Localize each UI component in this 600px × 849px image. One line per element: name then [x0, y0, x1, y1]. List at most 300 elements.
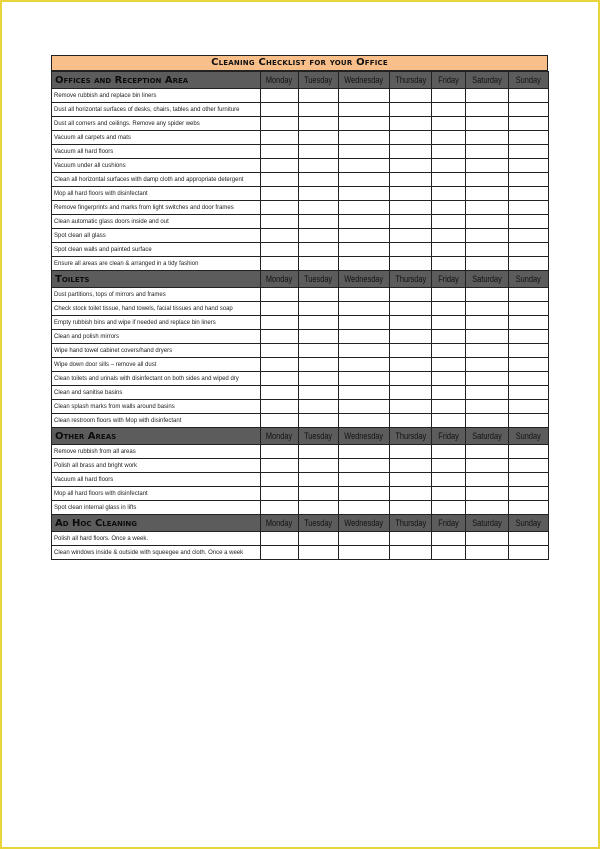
- checkbox-cell[interactable]: [261, 501, 299, 515]
- checkbox-cell[interactable]: [261, 145, 299, 159]
- checkbox-cell[interactable]: [261, 532, 299, 546]
- checkbox-cell[interactable]: [509, 330, 549, 344]
- checkbox-cell[interactable]: [339, 131, 390, 145]
- checkbox-cell[interactable]: [261, 344, 299, 358]
- checkbox-cell[interactable]: [299, 302, 339, 316]
- checkbox-cell[interactable]: [432, 459, 466, 473]
- checkbox-cell[interactable]: [339, 386, 390, 400]
- checkbox-cell[interactable]: [390, 257, 432, 271]
- checkbox-cell[interactable]: [432, 546, 466, 560]
- day-label: Monday: [266, 431, 293, 441]
- checkbox-cell[interactable]: [390, 330, 432, 344]
- checkbox-cell[interactable]: [390, 414, 432, 428]
- checkbox-cell[interactable]: [339, 103, 390, 117]
- checkbox-cell[interactable]: [299, 117, 339, 131]
- checkbox-cell[interactable]: [466, 159, 509, 173]
- checkbox-cell[interactable]: [432, 187, 466, 201]
- checkbox-cell[interactable]: [339, 117, 390, 131]
- checkbox-cell[interactable]: [466, 103, 509, 117]
- day-column-header: [339, 428, 390, 445]
- checkbox-cell[interactable]: [261, 487, 299, 501]
- checkbox-cell[interactable]: [299, 257, 339, 271]
- checkbox-cell[interactable]: [339, 243, 390, 257]
- checkbox-cell[interactable]: [390, 316, 432, 330]
- table-row: [52, 257, 549, 271]
- task-label: Clean windows inside & outside with squeegee and cloth. Once a week: [52, 546, 261, 560]
- checkbox-cell[interactable]: [466, 487, 509, 501]
- checkbox-cell[interactable]: [339, 257, 390, 271]
- checkbox-cell[interactable]: [339, 501, 390, 515]
- checkbox-cell[interactable]: [466, 473, 509, 487]
- task-label: Mop all hard floors with disinfectant: [52, 187, 261, 201]
- task-label: Clean restroom floors with Mop with disinfectant: [52, 414, 261, 428]
- checkbox-cell[interactable]: [299, 103, 339, 117]
- checkbox-cell[interactable]: [261, 414, 299, 428]
- checkbox-cell[interactable]: [261, 257, 299, 271]
- checkbox-cell[interactable]: [390, 288, 432, 302]
- checkbox-cell[interactable]: [466, 501, 509, 515]
- cleaning-checklist: [51, 55, 548, 560]
- table-row: [52, 103, 549, 117]
- day-column-header: [261, 271, 299, 288]
- table-row: [52, 243, 549, 257]
- checkbox-cell[interactable]: [390, 501, 432, 515]
- checkbox-cell[interactable]: [509, 358, 549, 372]
- checkbox-cell[interactable]: [299, 288, 339, 302]
- checkbox-cell[interactable]: [509, 344, 549, 358]
- table-row: [52, 145, 549, 159]
- checkbox-cell[interactable]: [432, 358, 466, 372]
- checkbox-cell[interactable]: [299, 459, 339, 473]
- checkbox-cell[interactable]: [509, 229, 549, 243]
- checkbox-cell[interactable]: [432, 117, 466, 131]
- checkbox-cell[interactable]: [432, 344, 466, 358]
- checkbox-cell[interactable]: [509, 400, 549, 414]
- checkbox-cell[interactable]: [390, 173, 432, 187]
- checkbox-cell[interactable]: [432, 330, 466, 344]
- checkbox-cell[interactable]: [299, 89, 339, 103]
- checkbox-cell[interactable]: [390, 145, 432, 159]
- checkbox-cell[interactable]: [466, 445, 509, 459]
- checkbox-cell[interactable]: [466, 358, 509, 372]
- checkbox-cell[interactable]: [261, 89, 299, 103]
- checkbox-cell[interactable]: [466, 89, 509, 103]
- checkbox-cell[interactable]: [299, 445, 339, 459]
- checkbox-cell[interactable]: [390, 344, 432, 358]
- section-header: [52, 271, 549, 288]
- checkbox-cell[interactable]: [261, 459, 299, 473]
- task-label: Vacuum all hard floors: [52, 473, 261, 487]
- checkbox-cell[interactable]: [299, 173, 339, 187]
- checklist-title: Cleaning Checklist for your Office: [51, 55, 548, 71]
- checkbox-cell[interactable]: [509, 532, 549, 546]
- checkbox-cell[interactable]: [339, 330, 390, 344]
- checkbox-cell[interactable]: [261, 288, 299, 302]
- checkbox-cell[interactable]: [339, 145, 390, 159]
- task-label: Polish all brass and bright work: [52, 459, 261, 473]
- checkbox-cell[interactable]: [299, 215, 339, 229]
- day-column-header: [261, 72, 299, 89]
- checkbox-cell[interactable]: [261, 400, 299, 414]
- table-row: [52, 288, 549, 302]
- checkbox-cell[interactable]: [432, 501, 466, 515]
- checkbox-cell[interactable]: [261, 215, 299, 229]
- checkbox-cell[interactable]: [299, 159, 339, 173]
- day-label: Friday: [438, 518, 459, 528]
- day-label: Sunday: [515, 431, 542, 441]
- task-label: Dust all corners and ceilings. Remove any spider webs: [52, 117, 261, 131]
- checkbox-cell[interactable]: [432, 229, 466, 243]
- section-header: [52, 72, 549, 89]
- task-label: Clean toilets and urinals with disinfectant on both sides and wiped dry: [52, 372, 261, 386]
- checkbox-cell[interactable]: [466, 386, 509, 400]
- table-row: [52, 372, 549, 386]
- checkbox-cell[interactable]: [466, 288, 509, 302]
- day-column-header: [466, 428, 509, 445]
- checkbox-cell[interactable]: [390, 546, 432, 560]
- checkbox-cell[interactable]: [432, 243, 466, 257]
- day-column-header: [509, 271, 549, 288]
- checkbox-cell[interactable]: [339, 487, 390, 501]
- checklist-table: [51, 71, 549, 560]
- checkbox-cell[interactable]: [509, 89, 549, 103]
- day-label: Sunday: [515, 274, 542, 284]
- day-column-header: [432, 428, 466, 445]
- checkbox-cell[interactable]: [299, 501, 339, 515]
- checkbox-cell[interactable]: [390, 459, 432, 473]
- checkbox-cell[interactable]: [299, 131, 339, 145]
- checkbox-cell[interactable]: [339, 414, 390, 428]
- checkbox-cell[interactable]: [339, 201, 390, 215]
- checkbox-cell[interactable]: [390, 89, 432, 103]
- checkbox-cell[interactable]: [466, 459, 509, 473]
- day-label: Saturday: [472, 518, 502, 528]
- checkbox-cell[interactable]: [509, 459, 549, 473]
- day-label: Saturday: [472, 431, 502, 441]
- checkbox-cell[interactable]: [299, 145, 339, 159]
- checkbox-cell[interactable]: [339, 288, 390, 302]
- checkbox-cell[interactable]: [432, 445, 466, 459]
- checkbox-cell[interactable]: [339, 546, 390, 560]
- checkbox-cell[interactable]: [509, 145, 549, 159]
- day-column-header: [339, 515, 390, 532]
- checkbox-cell[interactable]: [466, 243, 509, 257]
- checkbox-cell[interactable]: [299, 229, 339, 243]
- checkbox-cell[interactable]: [339, 187, 390, 201]
- checkbox-cell[interactable]: [339, 89, 390, 103]
- checkbox-cell[interactable]: [339, 473, 390, 487]
- checkbox-cell[interactable]: [261, 316, 299, 330]
- checkbox-cell[interactable]: [390, 473, 432, 487]
- checkbox-cell[interactable]: [339, 372, 390, 386]
- day-column-header: [390, 72, 432, 89]
- checkbox-cell[interactable]: [466, 400, 509, 414]
- checkbox-cell[interactable]: [432, 532, 466, 546]
- checkbox-cell[interactable]: [432, 372, 466, 386]
- checkbox-cell[interactable]: [339, 173, 390, 187]
- checkbox-cell[interactable]: [509, 215, 549, 229]
- checkbox-cell[interactable]: [390, 131, 432, 145]
- task-label: Empty rubbish bins and wipe if needed and replace bin liners: [52, 316, 261, 330]
- table-row: [52, 302, 549, 316]
- checkbox-cell[interactable]: [466, 316, 509, 330]
- checkbox-cell[interactable]: [261, 473, 299, 487]
- checkbox-cell[interactable]: [299, 372, 339, 386]
- section-header: [52, 515, 549, 532]
- checkbox-cell[interactable]: [299, 358, 339, 372]
- checkbox-cell[interactable]: [509, 257, 549, 271]
- checkbox-cell[interactable]: [509, 501, 549, 515]
- checkbox-cell[interactable]: [261, 173, 299, 187]
- checkbox-cell[interactable]: [261, 302, 299, 316]
- checkbox-cell[interactable]: [466, 302, 509, 316]
- day-column-header: [466, 72, 509, 89]
- checkbox-cell[interactable]: [466, 229, 509, 243]
- checkbox-cell[interactable]: [261, 229, 299, 243]
- checkbox-cell[interactable]: [390, 532, 432, 546]
- checkbox-cell[interactable]: [261, 187, 299, 201]
- day-label: Sunday: [515, 518, 542, 528]
- checkbox-cell[interactable]: [261, 103, 299, 117]
- checkbox-cell[interactable]: [390, 117, 432, 131]
- checkbox-cell[interactable]: [466, 215, 509, 229]
- checkbox-cell[interactable]: [432, 103, 466, 117]
- checkbox-cell[interactable]: [261, 131, 299, 145]
- checkbox-cell[interactable]: [261, 117, 299, 131]
- checkbox-cell[interactable]: [339, 215, 390, 229]
- table-row: [52, 201, 549, 215]
- day-label: Friday: [438, 274, 459, 284]
- checkbox-cell[interactable]: [339, 302, 390, 316]
- table-row: [52, 159, 549, 173]
- checkbox-cell[interactable]: [466, 372, 509, 386]
- checkbox-cell[interactable]: [339, 316, 390, 330]
- checkbox-cell[interactable]: [299, 532, 339, 546]
- task-label: Polish all hard floors. Once a week.: [52, 532, 261, 546]
- checkbox-cell[interactable]: [299, 546, 339, 560]
- table-row: [52, 459, 549, 473]
- checkbox-cell[interactable]: [390, 229, 432, 243]
- checkbox-cell[interactable]: [339, 159, 390, 173]
- checkbox-cell[interactable]: [432, 257, 466, 271]
- checkbox-cell[interactable]: [509, 546, 549, 560]
- task-label: Vacuum all hard floors: [52, 145, 261, 159]
- checkbox-cell[interactable]: [299, 316, 339, 330]
- checkbox-cell[interactable]: [509, 201, 549, 215]
- day-column-header: [299, 271, 339, 288]
- checkbox-cell[interactable]: [432, 288, 466, 302]
- table-row: [52, 358, 549, 372]
- section-title: Toilets: [52, 271, 261, 288]
- checkbox-cell[interactable]: [390, 487, 432, 501]
- checkbox-cell[interactable]: [509, 288, 549, 302]
- day-label: Wednesday: [344, 518, 384, 528]
- checkbox-cell[interactable]: [509, 117, 549, 131]
- checkbox-cell[interactable]: [509, 131, 549, 145]
- checkbox-cell[interactable]: [509, 414, 549, 428]
- day-label: Tuesday: [304, 75, 333, 85]
- checkbox-cell[interactable]: [466, 330, 509, 344]
- table-row: [52, 187, 549, 201]
- checkbox-cell[interactable]: [390, 201, 432, 215]
- checkbox-cell[interactable]: [299, 243, 339, 257]
- day-label: Sunday: [515, 75, 542, 85]
- day-column-header: [432, 515, 466, 532]
- section-title: Other Areas: [52, 428, 261, 445]
- checkbox-cell[interactable]: [509, 103, 549, 117]
- checkbox-cell[interactable]: [390, 302, 432, 316]
- task-label: Clean automatic glass doors inside and out: [52, 215, 261, 229]
- checkbox-cell[interactable]: [432, 316, 466, 330]
- day-label: Tuesday: [304, 518, 333, 528]
- checkbox-cell[interactable]: [299, 487, 339, 501]
- checkbox-cell[interactable]: [432, 173, 466, 187]
- checkbox-cell[interactable]: [390, 386, 432, 400]
- checkbox-cell[interactable]: [466, 546, 509, 560]
- checkbox-cell[interactable]: [261, 372, 299, 386]
- checkbox-cell[interactable]: [432, 145, 466, 159]
- checkbox-cell[interactable]: [390, 103, 432, 117]
- day-label: Friday: [438, 431, 459, 441]
- task-label: Remove rubbish from all areas: [52, 445, 261, 459]
- day-column-header: [339, 271, 390, 288]
- checkbox-cell[interactable]: [432, 473, 466, 487]
- checkbox-cell[interactable]: [432, 159, 466, 173]
- checkbox-cell[interactable]: [299, 473, 339, 487]
- task-label: Remove fingerprints and marks from light switches and door frames: [52, 201, 261, 215]
- day-label: Saturday: [472, 75, 502, 85]
- checkbox-cell[interactable]: [299, 400, 339, 414]
- checkbox-cell[interactable]: [466, 187, 509, 201]
- checkbox-cell[interactable]: [261, 546, 299, 560]
- checkbox-cell[interactable]: [390, 372, 432, 386]
- table-row: [52, 131, 549, 145]
- checkbox-cell[interactable]: [261, 243, 299, 257]
- checkbox-cell[interactable]: [509, 473, 549, 487]
- checkbox-cell[interactable]: [509, 316, 549, 330]
- checkbox-cell[interactable]: [509, 487, 549, 501]
- checkbox-cell[interactable]: [390, 358, 432, 372]
- task-label: Remove rubbish and replace bin liners: [52, 89, 261, 103]
- day-label: Tuesday: [304, 431, 333, 441]
- checkbox-cell[interactable]: [466, 145, 509, 159]
- checkbox-cell[interactable]: [390, 187, 432, 201]
- checkbox-cell[interactable]: [261, 330, 299, 344]
- checkbox-cell[interactable]: [466, 117, 509, 131]
- day-label: Thursday: [395, 518, 426, 528]
- table-row: [52, 330, 549, 344]
- table-row: [52, 117, 549, 131]
- day-column-header: [466, 515, 509, 532]
- checkbox-cell[interactable]: [261, 358, 299, 372]
- checkbox-cell[interactable]: [339, 344, 390, 358]
- checkbox-cell[interactable]: [509, 187, 549, 201]
- checkbox-cell[interactable]: [390, 215, 432, 229]
- day-column-header: [261, 428, 299, 445]
- checkbox-cell[interactable]: [299, 344, 339, 358]
- checkbox-cell[interactable]: [339, 229, 390, 243]
- day-label: Wednesday: [344, 431, 384, 441]
- checkbox-cell[interactable]: [261, 445, 299, 459]
- checkbox-cell[interactable]: [466, 257, 509, 271]
- checkbox-cell[interactable]: [339, 459, 390, 473]
- checkbox-cell[interactable]: [261, 201, 299, 215]
- day-label: Monday: [266, 518, 293, 528]
- checkbox-cell[interactable]: [339, 445, 390, 459]
- checkbox-cell[interactable]: [509, 243, 549, 257]
- day-column-header: [299, 72, 339, 89]
- day-label: Wednesday: [344, 274, 384, 284]
- checkbox-cell[interactable]: [509, 173, 549, 187]
- table-row: [52, 215, 549, 229]
- day-column-header: [509, 515, 549, 532]
- checkbox-cell[interactable]: [261, 386, 299, 400]
- checkbox-cell[interactable]: [299, 201, 339, 215]
- checkbox-cell[interactable]: [509, 159, 549, 173]
- checkbox-cell[interactable]: [432, 215, 466, 229]
- checkbox-cell[interactable]: [509, 302, 549, 316]
- checkbox-cell[interactable]: [299, 187, 339, 201]
- task-label: Clean and sanitise basins: [52, 386, 261, 400]
- checkbox-cell[interactable]: [466, 201, 509, 215]
- checkbox-cell[interactable]: [299, 386, 339, 400]
- checkbox-cell[interactable]: [432, 302, 466, 316]
- table-row: [52, 546, 549, 560]
- table-row: [52, 501, 549, 515]
- table-row: [52, 445, 549, 459]
- checkbox-cell[interactable]: [509, 372, 549, 386]
- checkbox-cell[interactable]: [299, 414, 339, 428]
- table-row: [52, 344, 549, 358]
- checkbox-cell[interactable]: [432, 487, 466, 501]
- checkbox-cell[interactable]: [466, 532, 509, 546]
- checkbox-cell[interactable]: [466, 173, 509, 187]
- checkbox-cell[interactable]: [432, 414, 466, 428]
- checkbox-cell[interactable]: [390, 400, 432, 414]
- checkbox-cell[interactable]: [432, 201, 466, 215]
- checkbox-cell[interactable]: [261, 159, 299, 173]
- checkbox-cell[interactable]: [390, 445, 432, 459]
- task-label: Wipe down door sills – remove all dust: [52, 358, 261, 372]
- checkbox-cell[interactable]: [466, 344, 509, 358]
- checkbox-cell[interactable]: [390, 159, 432, 173]
- day-column-header: [261, 515, 299, 532]
- checkbox-cell[interactable]: [466, 131, 509, 145]
- table-row: [52, 229, 549, 243]
- checkbox-cell[interactable]: [339, 400, 390, 414]
- checkbox-cell[interactable]: [432, 131, 466, 145]
- day-label: Monday: [266, 274, 293, 284]
- day-column-header: [339, 72, 390, 89]
- task-label: Ensure all areas are clean & arranged in a tidy fashion: [52, 257, 261, 271]
- checkbox-cell[interactable]: [339, 358, 390, 372]
- checkbox-cell[interactable]: [339, 532, 390, 546]
- checkbox-cell[interactable]: [432, 89, 466, 103]
- day-label: Wednesday: [344, 75, 384, 85]
- table-row: [52, 173, 549, 187]
- checkbox-cell[interactable]: [509, 445, 549, 459]
- checkbox-cell[interactable]: [509, 386, 549, 400]
- task-label: Dust partitions, tops of mirrors and frames: [52, 288, 261, 302]
- checkbox-cell[interactable]: [466, 414, 509, 428]
- day-column-header: [390, 271, 432, 288]
- checkbox-cell[interactable]: [432, 400, 466, 414]
- checkbox-cell[interactable]: [390, 243, 432, 257]
- checkbox-cell[interactable]: [432, 386, 466, 400]
- table-row: [52, 386, 549, 400]
- checkbox-cell[interactable]: [299, 330, 339, 344]
- task-label: Clean all horizontal surfaces with damp cloth and appropriate detergent: [52, 173, 261, 187]
